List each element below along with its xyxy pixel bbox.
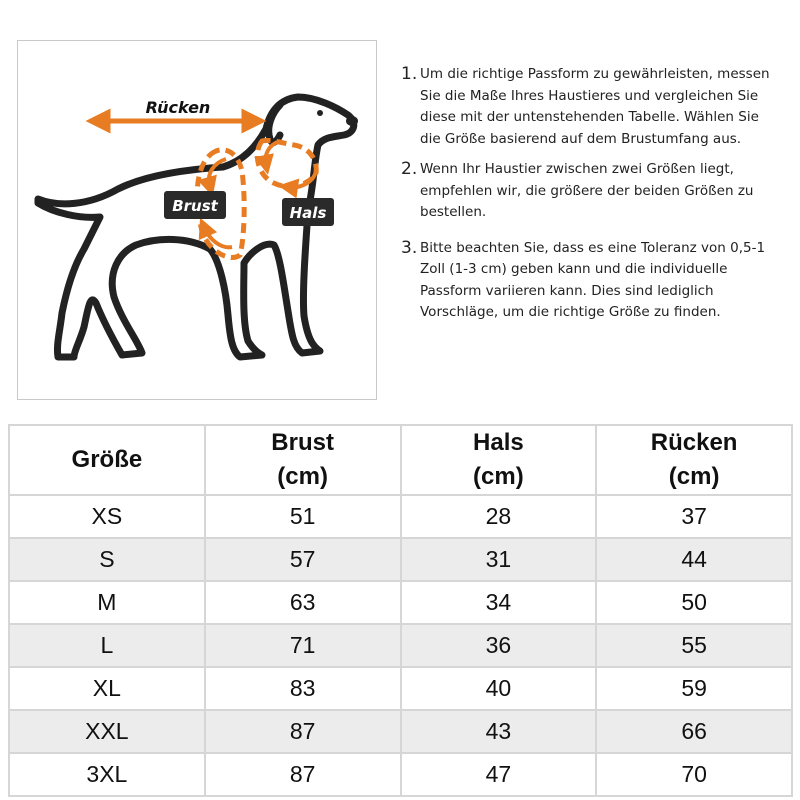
cell-back: 44 (596, 538, 792, 581)
dog-outline (38, 97, 354, 357)
measurement-diagram (17, 40, 377, 400)
cell-neck: 47 (401, 753, 597, 796)
cell-neck: 36 (401, 624, 597, 667)
cell-chest: 87 (205, 753, 401, 796)
table-row (9, 753, 792, 796)
table-row (9, 667, 792, 710)
table-row (9, 581, 792, 624)
cell-back: 66 (596, 710, 792, 753)
cell-back: 70 (596, 753, 792, 796)
instruction-number: 3. (401, 237, 418, 258)
cell-back: 50 (596, 581, 792, 624)
table-row (9, 624, 792, 667)
cell-size: 3XL (9, 753, 205, 796)
table-row (9, 495, 792, 538)
cell-chest: 51 (205, 495, 401, 538)
cell-chest: 87 (205, 710, 401, 753)
neck-label: Hals (289, 204, 327, 222)
header-neck: Hals (cm) (401, 425, 597, 495)
table-row (9, 710, 792, 753)
instruction-number: 2. (401, 159, 418, 179)
cell-size: L (9, 624, 205, 667)
cell-size: XL (9, 667, 205, 710)
instruction-text: Wenn Ihr Haustier zwischen zwei Größen liegt, empfehlen wir, die größere der beiden Größen zu bestellen. (420, 161, 754, 220)
instruction-item-3 (398, 238, 778, 324)
table-row (9, 538, 792, 581)
instruction-number: 1. (401, 64, 418, 84)
header-chest: Brust (cm) (205, 425, 401, 495)
size-table (8, 424, 793, 797)
table-header-row (9, 425, 792, 495)
cell-back: 55 (596, 624, 792, 667)
cell-chest: 83 (205, 667, 401, 710)
cell-neck: 43 (401, 710, 597, 753)
cell-neck: 40 (401, 667, 597, 710)
cell-size: XXL (9, 710, 205, 753)
chest-label: Brust (172, 197, 218, 215)
header-size: Größe (9, 425, 205, 495)
header-back: Rücken (cm) (596, 425, 792, 495)
dog-illustration (18, 41, 378, 401)
cell-size: XS (9, 495, 205, 538)
cell-size: M (9, 581, 205, 624)
cell-chest: 63 (205, 581, 401, 624)
cell-chest: 71 (205, 624, 401, 667)
cell-back: 37 (596, 495, 792, 538)
cell-neck: 34 (401, 581, 597, 624)
instruction-text: Bitte beachten Sie, dass es eine Toleranz von 0,5-1 Zoll (1-3 cm) geben kann und die individuelle Passform variieren kann. Dies sind lediglich Vorschläge, um die richtige Größe zu finden. (420, 239, 766, 320)
cell-neck: 31 (401, 538, 597, 581)
cell-chest: 57 (205, 538, 401, 581)
back-label: Rücken (145, 98, 211, 117)
cell-back: 59 (596, 667, 792, 710)
cell-size: S (9, 538, 205, 581)
instruction-item-2 (398, 159, 778, 224)
instruction-text: Um die richtige Passform zu gewährleisten, messen Sie die Maße Ihres Haustieres und vergleichen Sie diese mit der untenstehenden Tabelle. Wählen Sie die Größe basierend auf dem Brustumfang aus. (420, 66, 770, 147)
cell-neck: 28 (401, 495, 597, 538)
instruction-item-1 (398, 64, 778, 150)
instructions-list (398, 64, 778, 333)
